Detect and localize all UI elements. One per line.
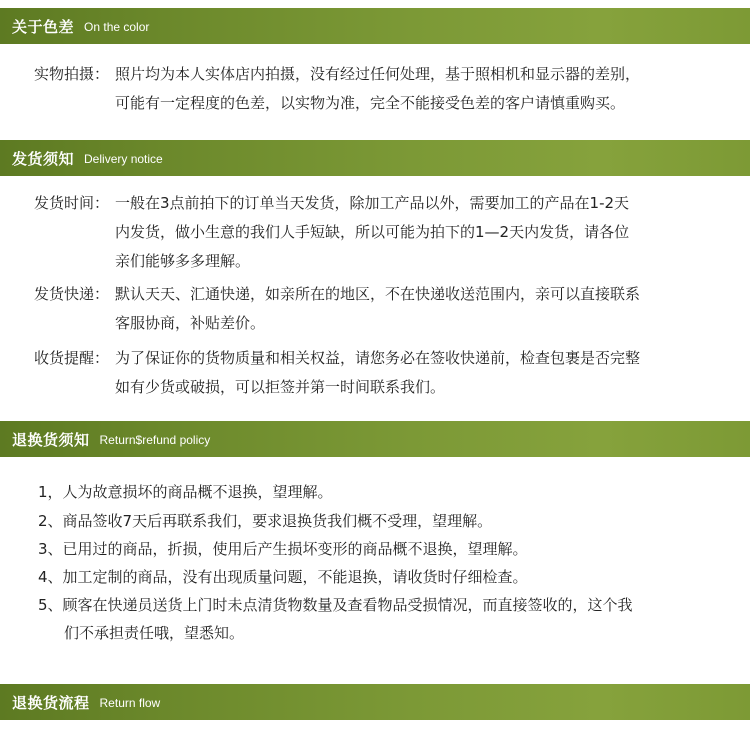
delivery-time-line-3: 亲们能够多多理解。 (115, 252, 251, 270)
section-title: 退换货流程 (12, 693, 90, 712)
delivery-express-line-1: 默认天天、汇通快递，如亲所在的地区，不在快递收送范围内，亲可以直接联系 (115, 285, 641, 303)
section-header-return-flow (0, 684, 750, 720)
delivery-express-line-2: 客服协商，补贴差价。 (115, 314, 266, 332)
section-subtitle: Return$refund policy (99, 433, 211, 447)
return-item-2: 2、商品签收7天后再联系我们，要求退换货我们概不受理，望理解。 (38, 512, 493, 530)
delivery-reminder-line-2: 如有少货或破损，可以拒签并第一时间联系我们。 (115, 378, 446, 396)
section-subtitle: On the color (84, 20, 150, 34)
return-item-1: 1，人为故意损坏的商品概不退换，望理解。 (38, 483, 333, 501)
section-subtitle: Delivery notice (84, 152, 163, 166)
color-line-1: 照片均为本人实体店内拍摄，没有经过任何处理，基于照相机和显示器的差别， (115, 65, 641, 83)
color-line-2: 可能有一定程度的色差，以实物为准，完全不能接受色差的客户请慎重购买。 (115, 94, 626, 112)
section-title: 关于色差 (12, 17, 75, 36)
section-title: 发货须知 (12, 149, 75, 168)
section-header-color (0, 8, 750, 44)
section-header-returns (0, 421, 750, 457)
delivery-time-line-1: 一般在3点前拍下的订单当天发货，除加工产品以外，需要加工的产品在1-2天 (115, 194, 630, 212)
return-item-5: 5、顾客在快递员送货上门时未点清货物数量及查看物品受损情况，而直接签收的，这个我 (38, 596, 633, 614)
section-subtitle: Return flow (99, 696, 161, 710)
delivery-reminder-line-1: 为了保证你的货物质量和相关权益，请您务必在签收快递前，检查包裹是否完整 (115, 349, 641, 367)
section-header-delivery (0, 140, 750, 176)
return-item-4: 4、加工定制的商品，没有出现质量问题，不能退换，请收货时仔细检查。 (38, 568, 528, 586)
section-title: 退换货须知 (12, 430, 90, 449)
delivery-express-label: 发货快递： (34, 285, 110, 303)
color-label: 实物拍摄： (34, 65, 110, 83)
delivery-reminder-label: 收货提醒： (34, 349, 110, 367)
return-item-3: 3、已用过的商品，折损，使用后产生损坏变形的商品概不退换，望理解。 (38, 540, 528, 558)
delivery-time-label: 发货时间： (34, 194, 110, 212)
return-item-5-continuation: 们不承担责任哦，望悉知。 (64, 624, 245, 642)
delivery-time-line-2: 内发货，做小生意的我们人手短缺，所以可能为拍下的1—2天内发货，请各位 (115, 223, 630, 241)
